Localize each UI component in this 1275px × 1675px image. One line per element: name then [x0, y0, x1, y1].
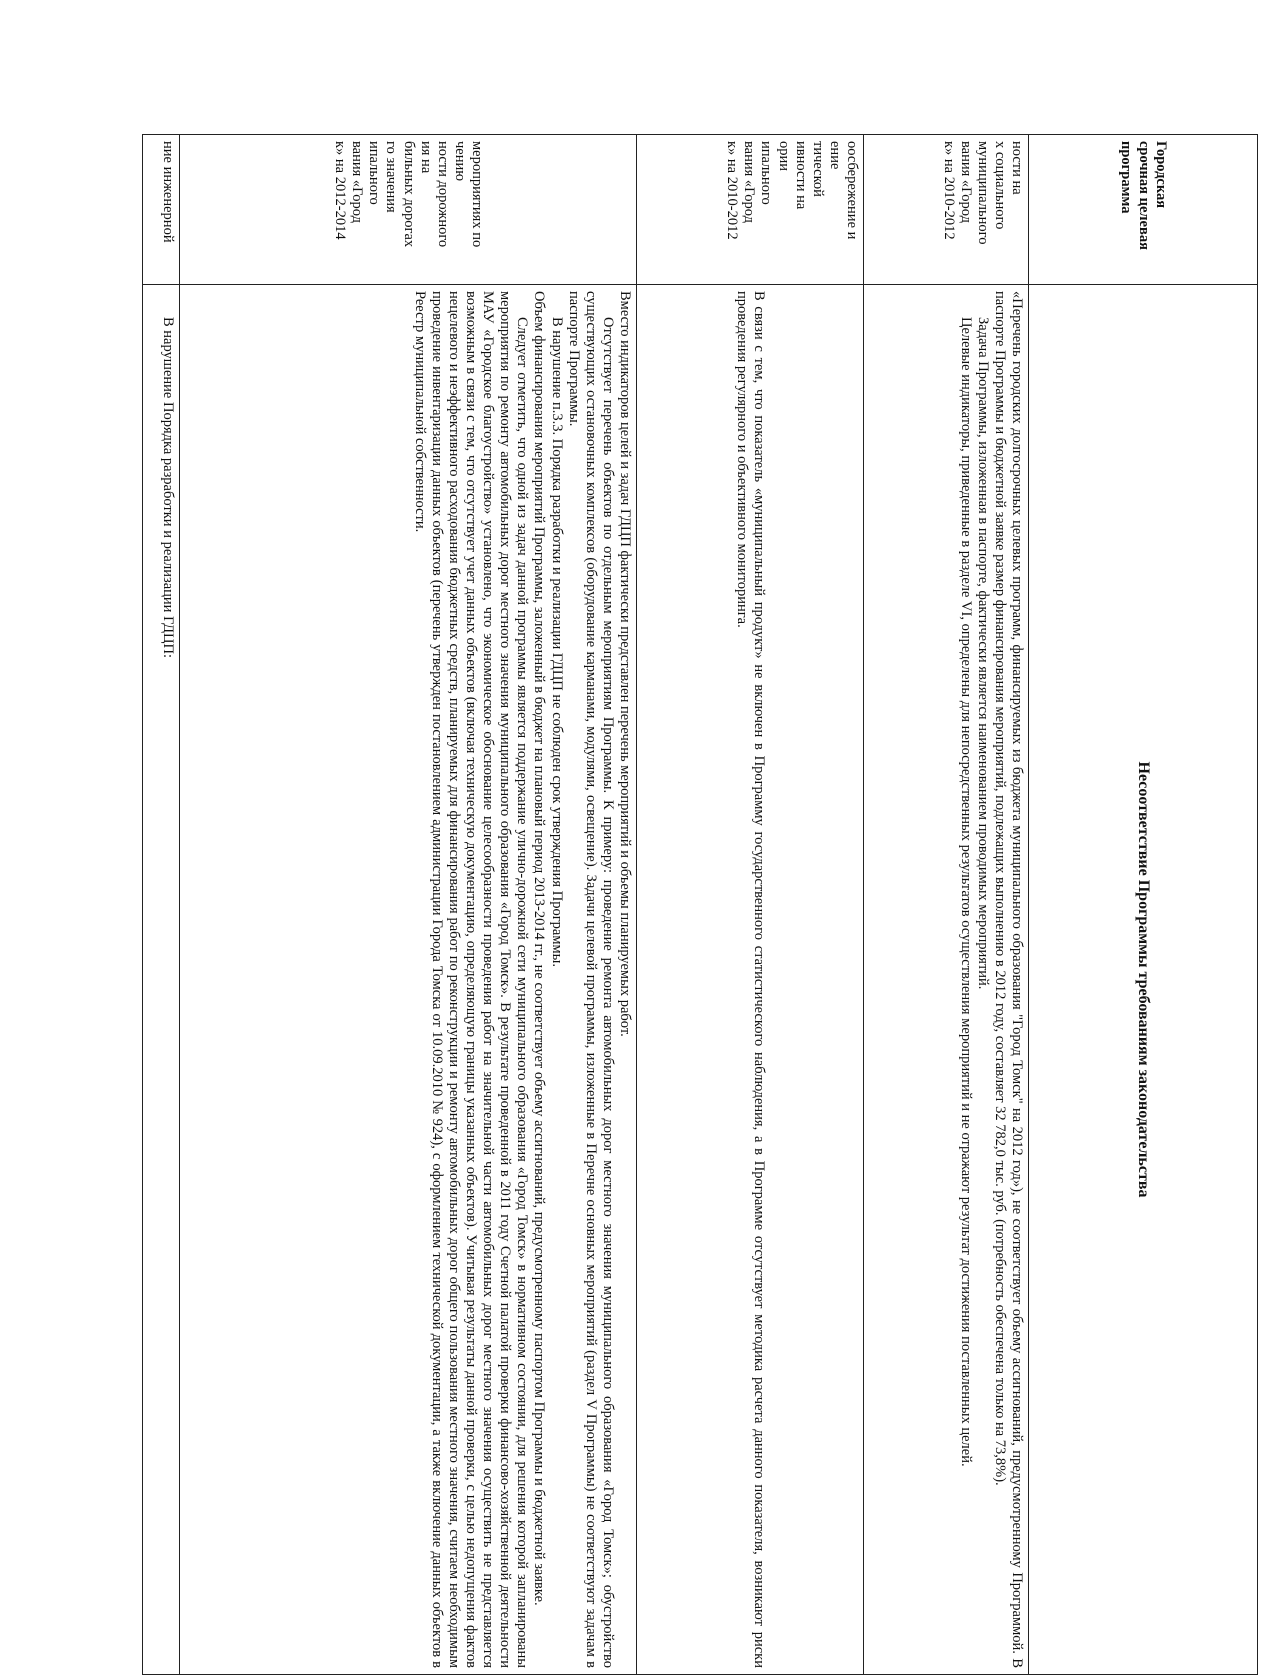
program-cell: мероприятиях по чению ности дорожного ия на бильных дорогах го значения ипального вания «Город к» на 2012-2014	[180, 135, 637, 285]
table-row	[637, 135, 864, 1675]
finding-paragraph: Задача Программы, изложенная в паспорте, фактически является наименованием проводимых мероприятий.	[974, 317, 991, 990]
header-program-name: Городская срочная целевая программа	[1029, 135, 1258, 285]
program-cell: ности на х социального муниципального вания «Город к» на 2010-2012	[864, 135, 1029, 285]
finding-cell	[864, 285, 1029, 1675]
program-cell: ние инженерной	[143, 135, 180, 285]
finding-paragraph: В нарушение п.3.3. Порядка разработки и реализации ГДЦП не соблюден срок утверждения Программы.	[548, 317, 565, 968]
table-row	[143, 135, 180, 1675]
table-row	[180, 135, 637, 1675]
table-row	[864, 135, 1029, 1675]
finding-cell	[180, 285, 637, 1675]
finding-paragraph: В связи с тем, что показатель «муниципальный продукт» не включен в Программу государственного статистического наблюдения, а в Программе отсутствует методика расчета данного показателя, возникают риски проведения регулярного и объективного мониторинга.	[734, 291, 768, 1668]
table-header-row	[1029, 135, 1258, 1675]
finding-paragraph: Объем финансирования мероприятий Программы, заложенный в бюджет на плановый период 2013-2014 гг., не соответствует объему ассигнований, предусмотренному паспортом Программы и бюджетной заявке.	[531, 291, 548, 1606]
finding-cell	[637, 285, 864, 1675]
finding-paragraph: Вместо индикаторов целей и задач ГДЦП фактически представлен перечень мероприятий и объемы планируемых работ.	[617, 291, 633, 1037]
finding-paragraph: Следует отметить, что одной из задач данной программы является поддержание улично-дорожной сети муниципального образования «Город Томск» в нормативном состоянии, для решения которой запланированы мероприятия по ремонту автомобильных дорог местного значения муниципального образования «Город Томск». В результате проведенной в 2011 году Счетной палатой проверки финансово-хозяйственной деятельности МАУ «Городское благоустройство» установлено, что экономическое обоснование целесообразности проведения работ на значительной части автомобильных дорог местного значения осуществить не представляется возможным в связи с тем, что отсутствует учет данных объектов (включая техническую документацию, определяющую границы указанных объектов). Учитывая результаты данной проверки, с целью недопущения фактов нецелевого и неэффективного расходования бюджетных средств, планируемых для финансирования работ по реконструкции и ремонту автомобильных дорог общего пользования местного значения, считаем необходимым проведение инвентаризации данных объектов (перечень утвержден постановлением администрации Города Томска от 10.09.2010 № 924), с оформлением технической документации, а также включение данных объектов в Реестр муниципальной собственности.	[411, 291, 531, 1668]
finding-cell	[143, 285, 180, 1675]
program-cell: оосбережение и ение тической ивности на ории ипального вания «Город к» на 2010-2012	[637, 135, 864, 285]
header-noncompliance: Несоответствие Программы требованиям законодательства	[1029, 285, 1258, 1675]
finding-paragraph: Целевые индикаторы, приведенные в разделе VI, определены для непосредственных результатов осуществления мероприятий и не отражают результат достижения поставленных целей.	[957, 317, 974, 1467]
finding-paragraph: «Перечень городских долгосрочных целевых программ, финансируемых из бюджета муниципального образования "Город Томск" на 2012 год»), не соответствует объему ассигнований, предусмотренному Программой. В паспорте Программы и бюджетной заявке размер финансирования мероприятий, подлежащих выполнению в 2012 году, составляет 32 782,0 тыс. руб. (потребность обеспечена только на 73,8%).	[991, 291, 1025, 1668]
program-compliance-table	[142, 134, 1258, 1675]
rotated-document-page	[160, 134, 1258, 1674]
finding-paragraph: Отсутствует перечень объектов по отдельным мероприятиям Программы. К примеру: проведение ремонта автомобильных дорог местного значения муниципального образования «Город Томск»; обустройство существующих остановочных комплексов (оборудование карманами, модулями, освещение). Задачи целевой программы, изложенные в Перечне основных мероприятий (раздел V Программы) не соответствуют задачам в паспорте Программы.	[565, 291, 616, 1668]
finding-paragraph: В нарушение Порядка разработки и реализации ГДЦП:	[160, 317, 176, 659]
